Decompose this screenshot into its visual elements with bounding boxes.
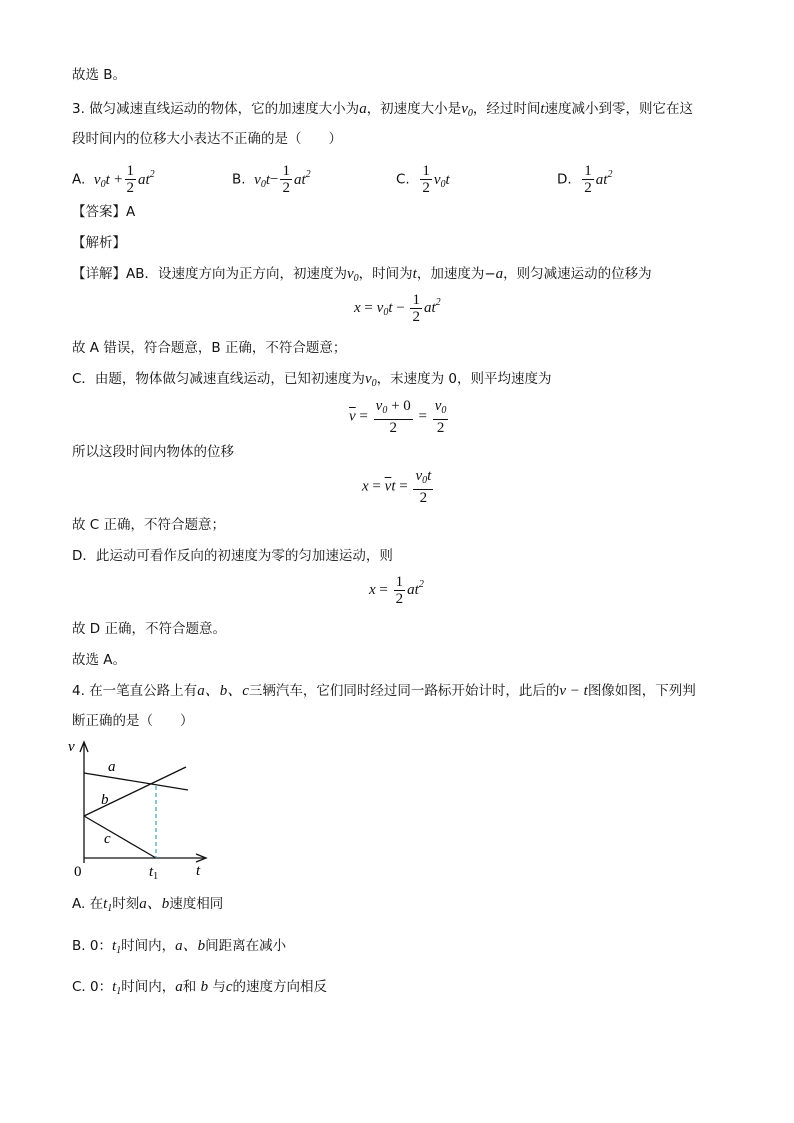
- t1-tick-label: $t_1$: [149, 864, 159, 880]
- detail-c-line: C．由题，物体做匀减速直线运动，已知初速度为$v_0$，末速度为 0，则平均速度为: [72, 371, 552, 389]
- answer-tag: 【答案】A: [72, 204, 136, 220]
- q4-option-b: B. 0：$t_1$时间内，a、b间距离在减小: [72, 938, 287, 956]
- q3-text: ，经过时间: [472, 101, 541, 117]
- c-displacement-intro: 所以这段时间内物体的位移: [72, 444, 234, 460]
- equation-displacement-c: $x = \overline{v}t$ = $\frac{v_0t}{2}$: [362, 468, 432, 506]
- equation-average-velocity: $\overline{v}$ = $\frac{v_0 + 0}{2}$ = $\frac{v_0}{2}$: [349, 398, 447, 436]
- analysis-tag: 【解析】: [72, 235, 126, 251]
- y-axis-label: v: [68, 739, 75, 755]
- line-a: [84, 773, 188, 790]
- var-a: a: [359, 101, 367, 117]
- line-c: [84, 816, 156, 858]
- c-conclusion: 故 C 正确，不符合题意；: [72, 517, 226, 533]
- x-axis-label: t: [196, 863, 201, 879]
- ab-conclusion: 故 A 错误，符合题意，B 正确，不符合题意；: [72, 340, 347, 356]
- question-3-line-1: [72, 100, 693, 123]
- equation-displacement-d: x = $\frac{1}{2}$ $at^2$: [369, 574, 424, 607]
- line-c-label: c: [104, 831, 111, 847]
- detail-ab-line: 【详解】AB．设速度方向为正方向，初速度为$v_0$，时间为t，加速度为−a，则匀减速运动的位移为: [72, 266, 652, 284]
- equation-displacement-ab: $x = v_0t$ − $\frac{1}{2}$ $at^2$: [354, 292, 441, 325]
- var-t: t: [540, 101, 545, 117]
- q3-option-b: B. $v_0t-$ $\frac{1}{2}$ $at^2$: [232, 163, 311, 196]
- q4-option-c: C. 0：$t_1$时间内，a和 b 与c的速度方向相反: [72, 979, 328, 997]
- question-4-line-1: 4. 在一笔直公路上有a、b、c三辆汽车，它们同时经过同一路标开始计时，此后的v − t图像如图，下列判: [72, 683, 696, 699]
- q3-option-a: A. $v_0t$ + $\frac{1}{2}$ $at^2$: [72, 163, 155, 196]
- q3-option-d: D. $\frac{1}{2}$ $at^2$: [557, 163, 613, 196]
- line-b: [84, 767, 186, 816]
- d-conclusion: 故 D 正确，不符合题意。: [72, 621, 226, 637]
- detail-d-line: D．此运动可看作反向的初速度为零的匀加速运动，则: [72, 548, 393, 564]
- line-a-label: a: [108, 759, 116, 775]
- var-v0: $v_0$: [461, 101, 473, 119]
- q3-text: ，初速度大小是: [366, 101, 462, 117]
- q3-option-c: C. $\frac{1}{2}$ $v_0t$: [396, 163, 450, 196]
- origin-label: 0: [74, 864, 82, 880]
- question-number: 3.: [72, 101, 85, 117]
- q4-option-a: A. 在$t_1$时刻a、b速度相同: [72, 896, 224, 914]
- previous-answer-conclusion: 故选 B。: [72, 67, 127, 83]
- final-answer: 故选 A。: [72, 652, 127, 668]
- question-4-line-2: 断正确的是（ ）: [72, 713, 194, 729]
- vt-graph: [66, 738, 216, 880]
- line-b-label: b: [101, 792, 109, 808]
- question-3-line-2: 段时间内的位移大小表达不正确的是（ ）: [72, 131, 342, 147]
- q3-text: 做匀减速直线运动的物体，它的加速度大小为: [89, 101, 360, 117]
- q3-text: 速度减小到零，则它在这: [544, 101, 694, 117]
